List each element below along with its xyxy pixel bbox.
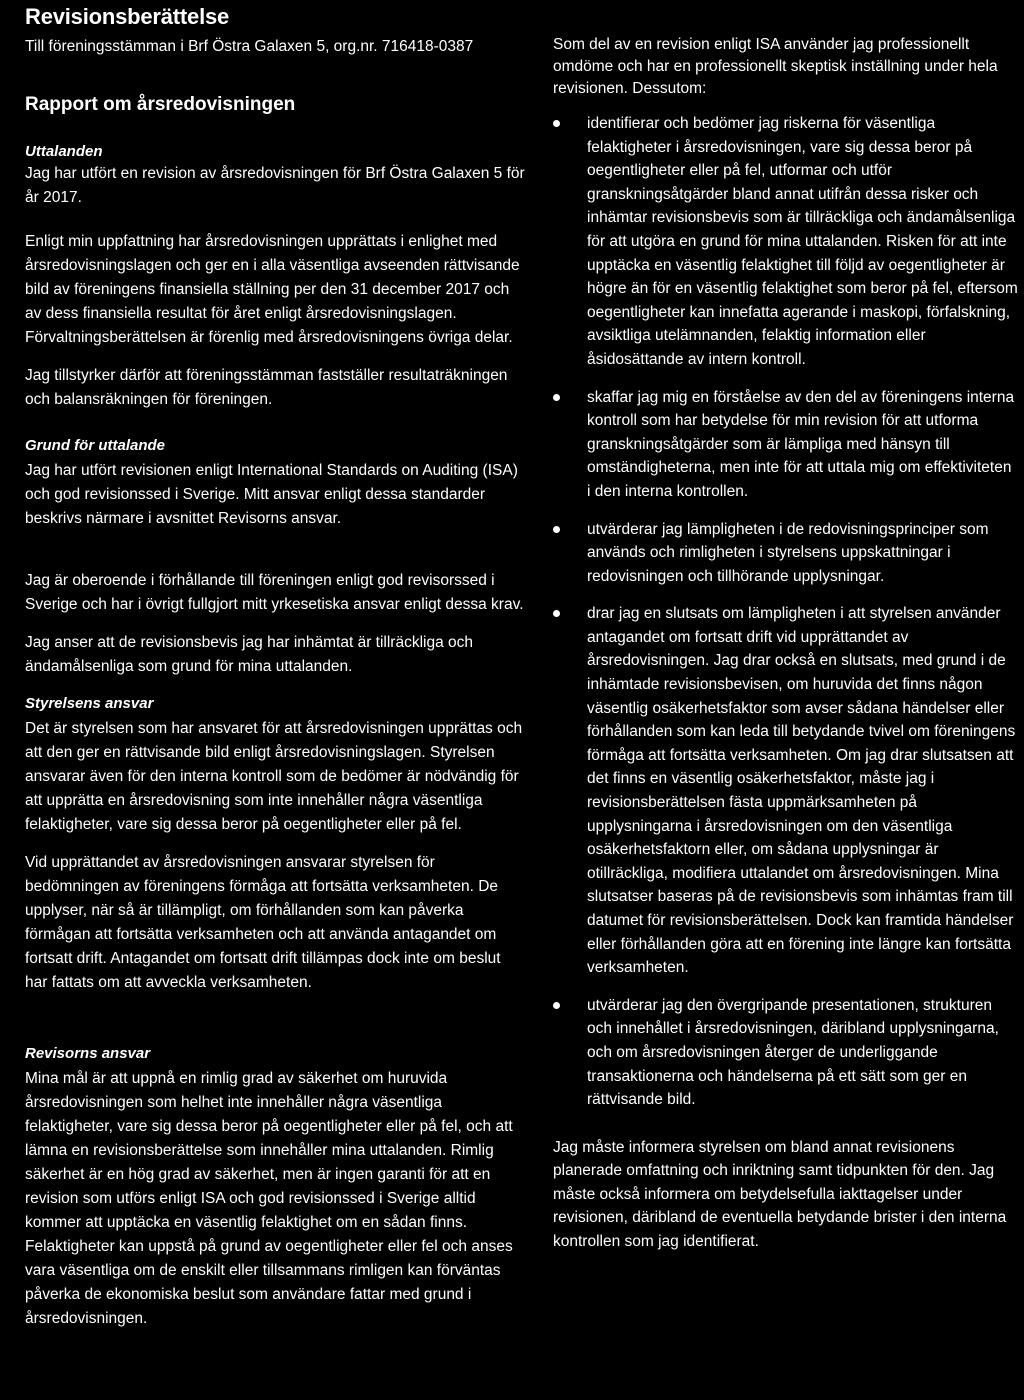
subheading-styrelsens-ansvar: Styrelsens ansvar (25, 695, 154, 712)
section-heading-report: Rapport om årsredovisningen (25, 94, 296, 115)
document-addressee: Till föreningsstämman i Brf Östra Galaxen 5, org.nr. 716418-0387 (25, 38, 474, 55)
paragraph-uttalanden-1: Jag har utfört en revision av årsredovisningen för Brf Östra Galaxen 5 för år 2017. (25, 165, 525, 206)
bullet-icon (553, 120, 560, 127)
paragraph-uttalanden-3: Jag tillstyrker därför att föreningsstämman fastställer resultaträkningen och balansräkningen för föreningen. (25, 367, 508, 408)
list-item-text: identifierar och bedömer jag riskerna för väsentliga felaktigheter i årsredovisningen, vare sig dessa beror på oegentligheter eller på fel, utformar och utför granskningsåtgärder bland annat utifrån dessa risker och inhämtar revisionsbevis som är tillräckliga och ändamålsenliga för att utgöra en grund för mina uttalanden. Risken för att inte upptäcka en väsentlig felaktighet till följd av oegentligheter är högre än för en väsentlig felaktighet som beror på fel, eftersom oegentligheter kan innefatta agerande i maskopi, förfalskning, avsiktliga utelämnanden, felaktig information eller åsidosättande av intern kontroll. (587, 115, 1018, 368)
bullet-icon (553, 394, 560, 401)
paragraph-styrelsens-1: Det är styrelsen som har ansvaret för att årsredovisningen upprättas och att den ger en rättvisande bild enligt årsredovisningslagen. Styrelsen ansvarar även för den interna kontroll som de bedömer är nödvändig för att upprätta en årsredovisning som inte innehåller några väsentliga felaktigheter, vare sig dessa beror på oegentligheter eller på fel. (25, 720, 523, 833)
subheading-uttalanden: Uttalanden (25, 143, 103, 160)
bullet-icon (553, 526, 560, 533)
paragraph-revisorns-1: Mina mål är att uppnå en rimlig grad av säkerhet om huruvida årsredovisningen som helhet inte innehåller några väsentliga felaktigheter, vare sig dessa beror på oegentligheter eller på fel, och att lämna en revisionsberättelse som innehåller mina uttalanden. Rimlig säkerhet är en hög grad av säkerhet, men är ingen garanti för att en revision som utförs enligt ISA och god revisionssed i Sverige alltid kommer att upptäcka en väsentlig felaktighet om en sådan finns. Felaktigheter kan uppstå på grund av oegentligheter eller fel och anses vara väsentliga om de enskilt eller tillsammans rimligen kan förväntas påverka de ekonomiska beslut som användare fattar med grund i årsredovisningen. (25, 1070, 513, 1327)
list-item (553, 994, 1018, 1112)
list-item-text: utvärderar jag lämpligheten i de redovisningsprinciper som används och rimligheten i styrelsens uppskattningar i redovisningen och tillhörande upplysningar. (587, 520, 989, 585)
paragraph-styrelsens-2: Vid upprättandet av årsredovisningen ansvarar styrelsen för bedömningen av föreningens förmåga att fortsätta verksamheten. De upplyser, när så är tillämpligt, om förhållanden som kan påverka förmågan att fortsätta verksamheten och att använda antagandet om fortsatt drift. Antagandet om fortsatt drift tillämpas dock inte om beslut har fattats om att avveckla verksamheten. (25, 854, 501, 991)
list-item (553, 602, 1018, 980)
paragraph-grund-3: Jag anser att de revisionsbevis jag har inhämtat är tillräckliga och ändamålsenliga som grund för mina uttalanden. (25, 634, 474, 675)
paragraph-right-intro: Som del av en revision enligt ISA använder jag professionellt omdöme och har en professionellt skeptisk inställning under hela revisionen. Dessutom: (553, 36, 998, 97)
bullet-icon (553, 1002, 560, 1009)
paragraph-right-closing: Jag måste informera styrelsen om bland annat revisionens planerade omfattning och inriktning samt tidpunkten för den. Jag måste också informera om betydelsefulla iakttagelser under revisionen, däribland de eventuella betydande brister i den interna kontrollen som jag identifierat. (553, 1138, 1007, 1250)
list-item-text: utvärderar jag den övergripande presentationen, strukturen och innehållet i årsredovisningen, däribland upplysningarna, och om årsredovisningen återger de underliggande transaktionerna och händelserna på ett sätt som ger en rättvisande bild. (587, 996, 999, 1109)
right-column (553, 34, 1018, 1253)
paragraph-uttalanden-2: Enligt min uppfattning har årsredovisningen upprättats i enlighet med årsredovisningslagen och ger en i alla väsentliga avseenden rättvisande bild av föreningens finansiella ställning per den 31 december 2017 och av dess finansiella resultat för året enligt årsredovisningslagen. Förvaltningsberättelsen är förenlig med årsredovisningens övriga delar. (25, 233, 520, 346)
list-item-text: skaffar jag mig en förståelse av den del av föreningens interna kontroll som har betydelse för min revision för att utforma granskningsåtgärder som är lämpliga med hänsyn till omständigheterna, men inte för att uttala mig om effektiviteten i den interna kontrollen. (587, 388, 1015, 500)
list-item-text: drar jag en slutsats om lämpligheten i att styrelsen använder antagandet om fortsatt drift vid upprättandet av årsredovisningen. Jag drar också en slutsats, med grund i de inhämtade revisionsbevisen, om huruvida det finns någon väsentlig osäkerhetsfaktor som avser sådana händelser eller förhållanden som kan leda till betydande tvivel om föreningens förmåga att fortsätta verksamheten. Om jag drar slutsatsen att det finns en väsentlig osäkerhetsfaktor, måste jag i revisionsberättelsen fästa uppmärksamheten på upplysningarna i årsredovisningen om den väsentliga osäkerhetsfaktorn eller, om sådana upplysningar är otillräckliga, modifiera uttalandet om årsredovisningen. Mina slutsatser baseras på de revisionsbevis som inhämtas fram till datumet för revisionsberättelsen. Dock kan framtida händelser eller förhållanden göra att en förening inte längre kan fortsätta verksamheten. (587, 605, 1016, 977)
subheading-grund: Grund för uttalande (25, 437, 165, 454)
left-column (25, 4, 525, 1331)
paragraph-grund-1: Jag har utfört revisionen enligt International Standards on Auditing (ISA) och god revisionssed i Sverige. Mitt ansvar enligt dessa standarder beskrivs närmare i avsnittet Revisorns ansvar. (25, 462, 518, 527)
list-item (553, 518, 1018, 589)
subheading-revisorns-ansvar: Revisorns ansvar (25, 1045, 151, 1062)
list-item (553, 112, 1018, 372)
paragraph-grund-2: Jag är oberoende i förhållande till föreningen enligt god revisorssed i Sverige och har i övrigt fullgjort mitt yrkesetiska ansvar enligt dessa krav. (25, 572, 524, 613)
document-title: Revisionsberättelse (25, 4, 230, 29)
bullet-list (553, 112, 1018, 1112)
bullet-icon (553, 610, 560, 617)
list-item (553, 386, 1018, 504)
